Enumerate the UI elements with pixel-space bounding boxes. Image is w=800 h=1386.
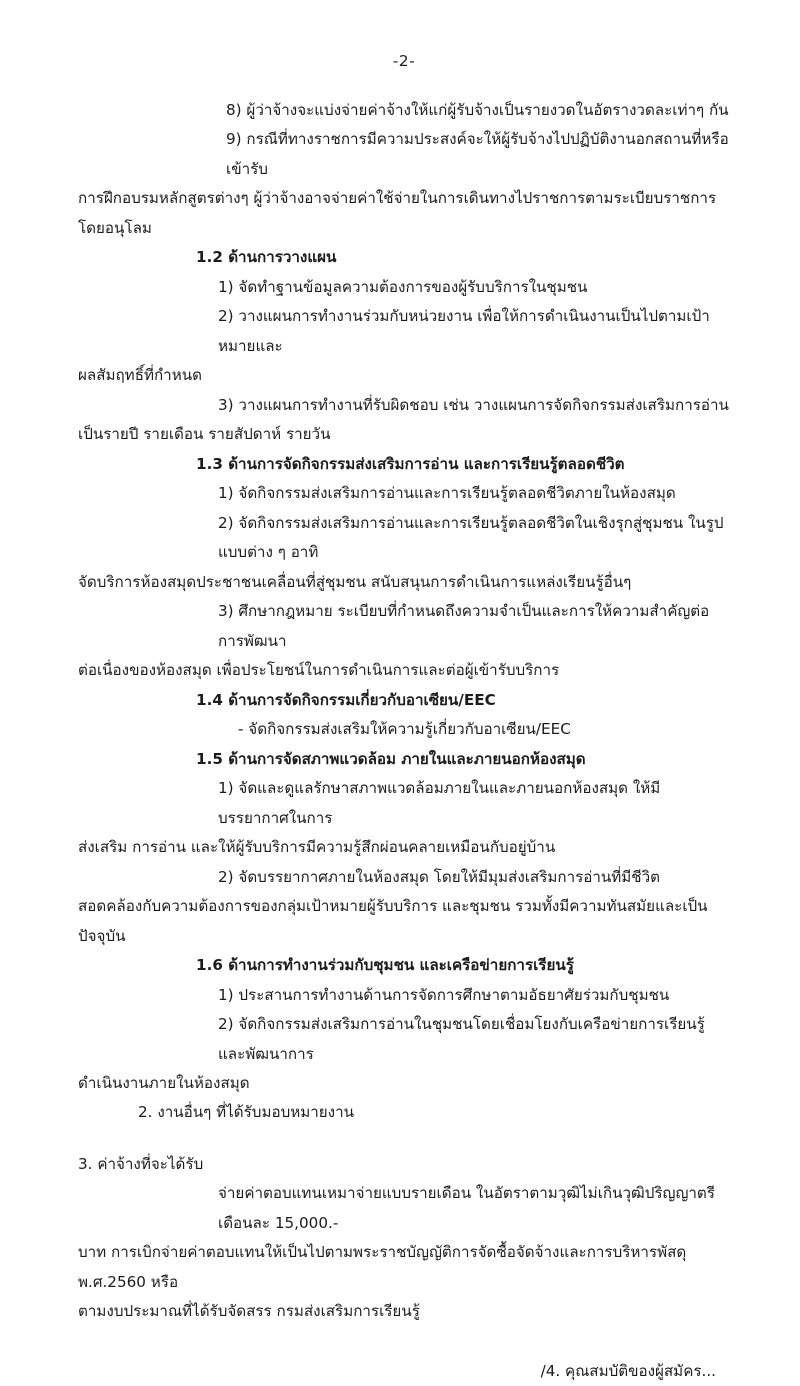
paragraph-item-9-continued: การฝึกอบรมหลักสูตรต่างๆ ผู้ว่าจ้างอาจจ่ายค่าใช้จ่ายในการเดินทางไปราชการตามระเบียบราชการโดยอนุโลม (78, 189, 717, 237)
paragraph-plan-2-continued: ผลสัมฤทธิ์ที่กำหนด (78, 366, 202, 385)
paragraph-item-9: 9) กรณีที่ทางราชการมีความประสงค์จะให้ผู้รับจ้างไปปฏิบัติงานอกสถานที่หรือเข้ารับ (226, 130, 729, 178)
paragraph-payment-3: ตามงบประมาณที่ได้รับจัดสรร กรมส่งเสริมการเรียนรู้ (78, 1302, 420, 1321)
page-number: -2- (392, 52, 416, 70)
section-heading-2: 2. งานอื่นๆ ที่ได้รับมอบหมายงาน (138, 1103, 354, 1122)
heading-1-4: 1.4 ด้านการจัดกิจกรรมเกี่ยวกับอาเซียน/EEC (196, 690, 496, 709)
paragraph-plan-3-continued: เป็นรายปี รายเดือน รายสัปดาห์ รายวัน (78, 425, 331, 444)
paragraph-environment-2-continued: สอดคล้องกับความต้องการของกลุ่มเป้าหมายผู้รับบริการ และชุมชน รวมทั้งมีความทันสมัยและเป็นปัจจุบัน (78, 897, 708, 945)
paragraph-plan-2: 2) วางแผนการทำงานร่วมกับหน่วยงาน เพื่อให้การดำเนินงานเป็นไปตามเป้าหมายและ (218, 307, 710, 355)
paragraph-environment-1: 1) จัดและดูแลรักษาสภาพแวดล้อมภายในและภายนอกห้องสมุด ให้มีบรรยากาศในการ (218, 779, 661, 827)
paragraph-activity-1: 1) จัดกิจกรรมส่งเสริมการอ่านและการเรียนรู้ตลอดชีวิตภายในห้องสมุด (218, 484, 676, 503)
paragraph-community-2-continued: ดำเนินงานภายในห้องสมุด (78, 1073, 250, 1092)
paragraph-activity-2-continued: จัดบริการห้องสมุดประชาชนเคลื่อนที่สู่ชุมชน สนับสนุนการดำเนินการแหล่งเรียนรู้อื่นๆ (78, 572, 632, 591)
paragraph-activity-3-continued: ต่อเนื่องของห้องสมุด เพื่อประโยชน์ในการดำเนินการและต่อผู้เข้ารับบริการ (78, 661, 560, 680)
paragraph-environment-2: 2) จัดบรรยากาศภายในห้องสมุด โดยให้มีมุมส่งเสริมการอ่านที่มีชีวิต (218, 867, 661, 886)
heading-1-6: 1.6 ด้านการทำงานร่วมกับชุมชน และเครือข่ายการเรียนรู้ (196, 956, 574, 975)
paragraph-item-8: 8) ผู้ว่าจ้างจะแบ่งจ่ายค่าจ้างให้แก่ผู้รับจ้างเป็นรายงวดในอัตรางวดละเท่าๆ กัน (226, 101, 729, 119)
paragraph-community-1: 1) ประสานการทำงานด้านการจัดการศึกษาตามอัธยาศัยร่วมกับชุมชน (218, 985, 670, 1004)
footer-continuation-note: /4. คุณสมบัติของผู้สมัคร... (540, 1361, 716, 1380)
heading-1-3: 1.3 ด้านการจัดกิจกรรมส่งเสริมการอ่าน และการเรียนรู้ตลอดชีวิต (196, 454, 625, 473)
paragraph-payment-2: บาท การเบิกจ่ายค่าตอบแทนให้เป็นไปตามพระราชบัญญัติการจัดซื้อจัดจ้างและการบริหารพัสดุ พ.ศ.2560 หรือ (78, 1243, 687, 1291)
paragraph-payment-1: จ่ายค่าตอบแทนเหมาจ่ายแบบรายเดือน ในอัตราตามวุฒิไม่เกินวุฒิปริญญาตรี เดือนละ 15,000.- (218, 1184, 715, 1232)
paragraph-plan-3: 3) วางแผนการทำงานที่รับผิดชอบ เช่น วางแผนการจัดกิจกรรมส่งเสริมการอ่าน (218, 395, 729, 414)
paragraph-plan-1: 1) จัดทำฐานข้อมูลความต้องการของผู้รับบริการในชุมชน (218, 277, 588, 296)
paragraph-activity-2: 2) จัดกิจกรรมส่งเสริมการอ่านและการเรียนรู้ตลอดชีวิตในเชิงรุกสู่ชุมชน ในรูปแบบต่าง ๆ อาทิ (218, 513, 724, 562)
paragraph-activity-3: 3) ศึกษากฎหมาย ระเบียบที่กำหนดถึงความจำเป็นและการให้ความสำคัญต่อการพัฒนา (218, 602, 710, 650)
paragraph-community-2: 2) จัดกิจกรรมส่งเสริมการอ่านในชุมชนโดยเชื่อมโยงกับเครือข่ายการเรียนรู้และพัฒนาการ (218, 1015, 705, 1063)
paragraph-asean-item: - จัดกิจกรรมส่งเสริมให้ความรู้เกี่ยวกับอาเซียน/EEC (238, 720, 571, 739)
heading-1-5: 1.5 ด้านการจัดสภาพแวดล้อม ภายในและภายนอกห้องสมุด (196, 749, 586, 768)
heading-1-2: 1.2 ด้านการวางแผน (196, 248, 337, 267)
paragraph-environment-1-continued: ส่งเสริม การอ่าน และให้ผู้รับบริการมีความรู้สึกผ่อนคลายเหมือนกับอยู่บ้าน (78, 838, 556, 857)
section-heading-3: 3. ค่าจ้างที่จะได้รับ (78, 1154, 204, 1173)
document-body (78, 96, 730, 1386)
